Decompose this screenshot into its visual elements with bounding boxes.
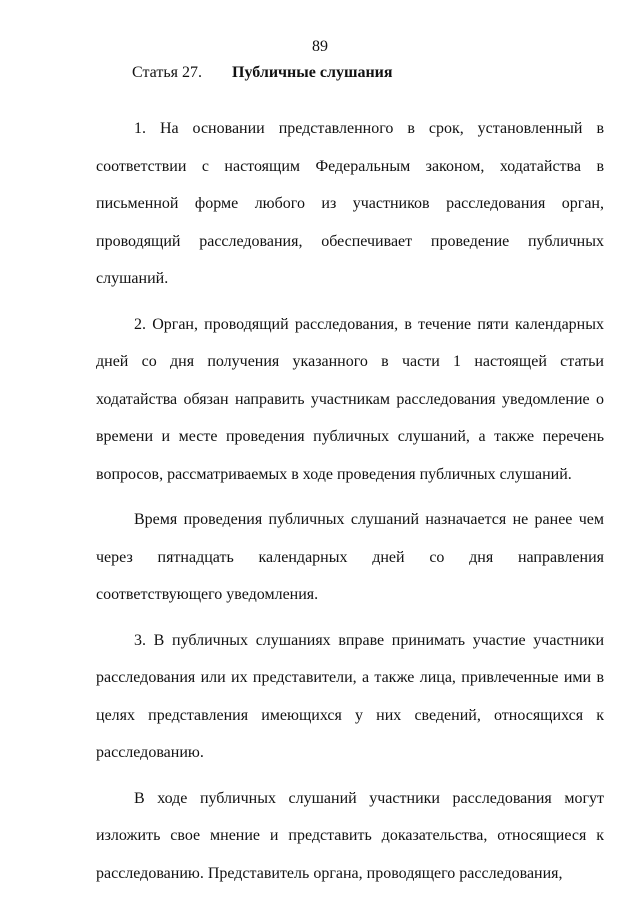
article-title: Публичные слушания <box>232 64 393 81</box>
paragraph-5: В ходе публичных слушаний участники расследования могут изложить свое мнение и представить доказательства, относящиеся к расследованию. Представитель органа, проводящего расследования, <box>96 789 604 882</box>
page-number: 89 <box>312 38 328 55</box>
paragraph-2: 2. Орган, проводящий расследования, в течение пяти календарных дней со дня получения указанного в части 1 настоящей статьи ходатайства обязан направить участникам расследования уведомление о времени и месте проведения публичных слушаний, а также перечень вопросов, рассматриваемых в ходе проведения публичных слушаний. <box>96 315 604 483</box>
article-heading <box>132 64 393 82</box>
paragraph-4: 3. В публичных слушаниях вправе принимать участие участники расследования или их представители, а также лица, привлеченные ими в целях представления имеющихся у них сведений, относящихся к расследованию. <box>96 631 604 761</box>
article-number: Статья 27. <box>132 64 202 81</box>
paragraph-1: 1. На основании представленного в срок, установленный в соответствии с настоящим Федеральным законом, ходатайства в письменной форме любого из участников расследования орган, проводящий расследования, обеспечивает проведение публичных слушаний. <box>96 120 604 287</box>
paragraph-3: Время проведения публичных слушаний назначается не ранее чем через пятнадцать календарных дней со дня направления соответствующего уведомления. <box>96 511 604 603</box>
article-body <box>96 110 604 892</box>
